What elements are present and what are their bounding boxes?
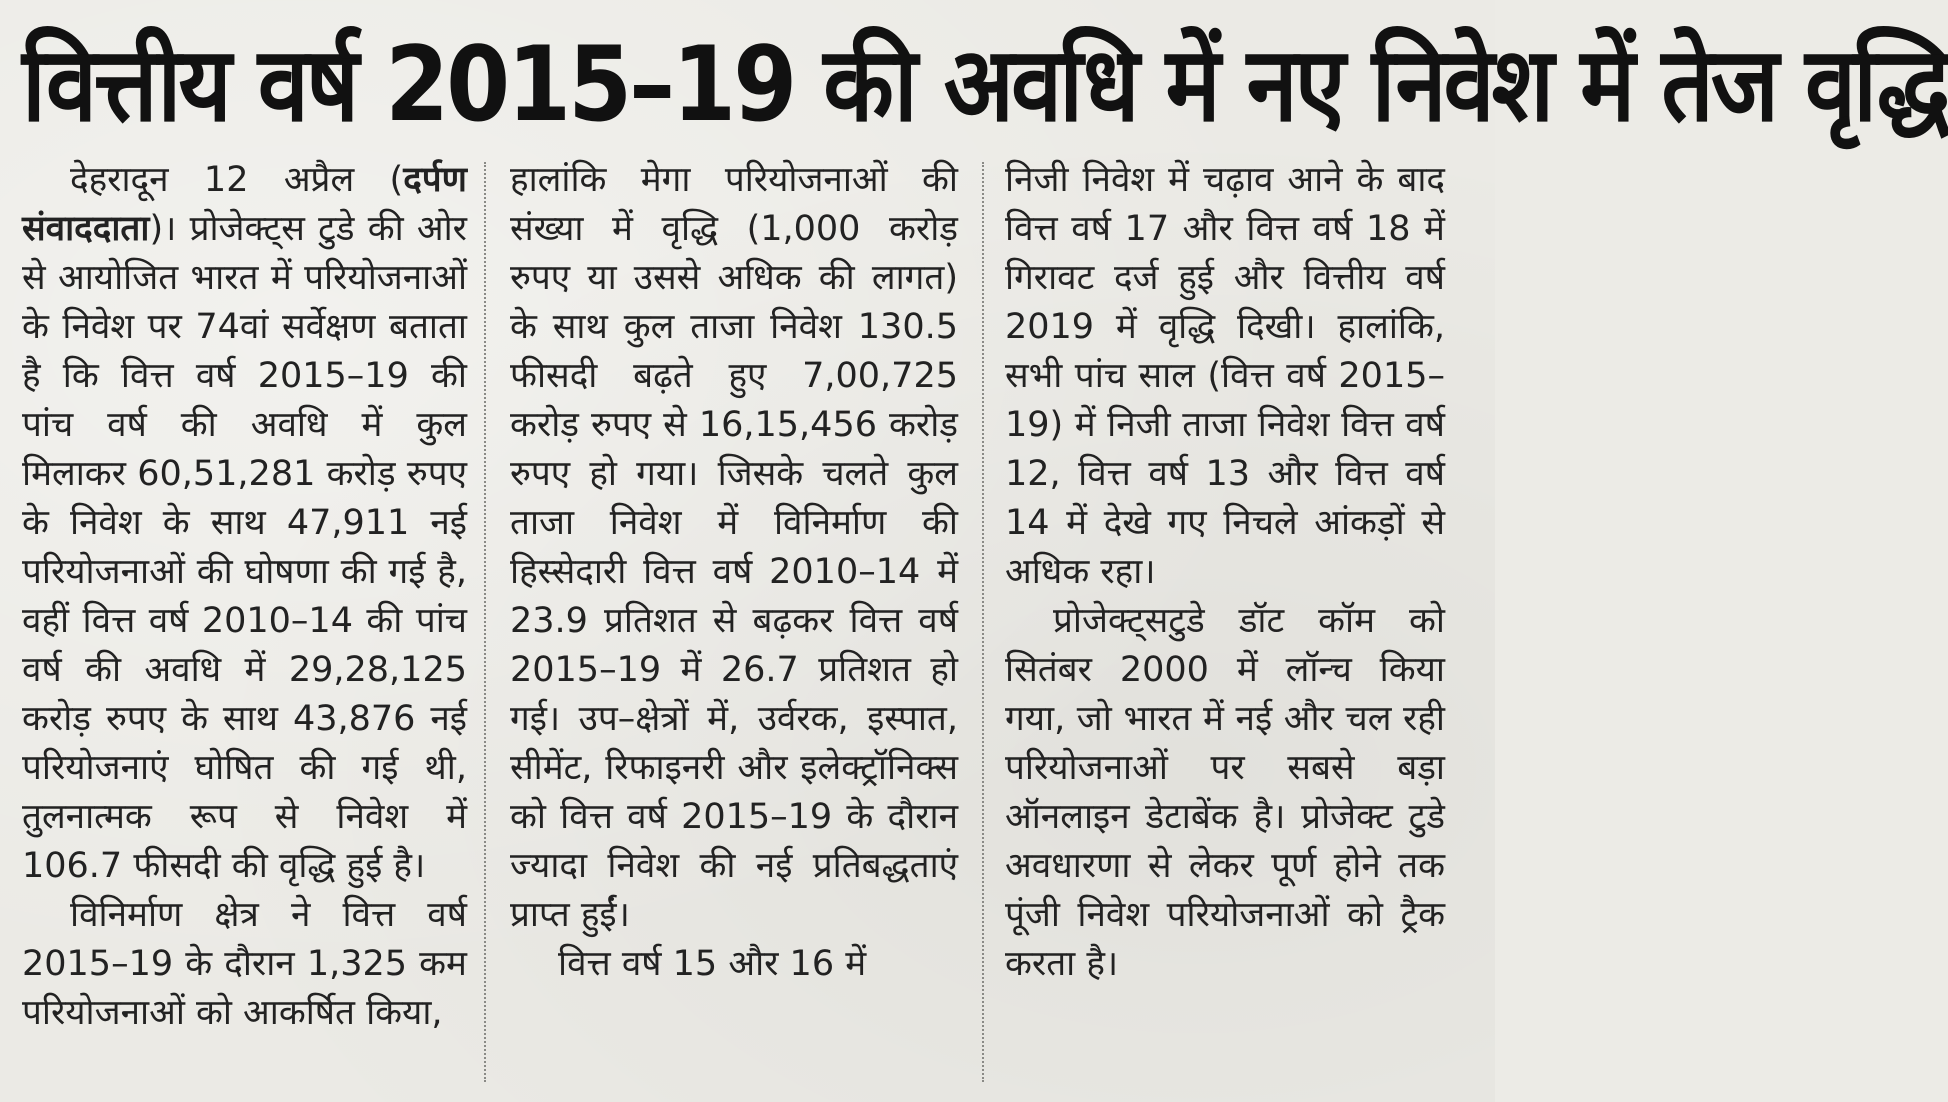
column-divider bbox=[484, 162, 486, 1082]
article-column-3 bbox=[1005, 156, 1445, 989]
paragraph: वित्त वर्ष 15 और 16 में bbox=[558, 944, 867, 984]
byline: दर्पण संवाददाता bbox=[22, 160, 467, 249]
column-divider bbox=[982, 162, 984, 1082]
paragraph: निजी निवेश में चढ़ाव आने के बाद वित्त वर्ष 17 और वित्त वर्ष 18 में गिरावट दर्ज हुई और वित्तीय वर्ष 2019 में वृद्धि दिखी। हालांकि, सभी पांच साल (वित्त वर्ष 2015–19) में निजी ताजा निवेश वित्त वर्ष 12, वित्त वर्ष 13 और वित्त वर्ष 14 में देखे गए निचले आंकड़ों से अधिक रहा। bbox=[1005, 160, 1445, 592]
paragraph-text: )। प्रोजेक्ट्स टुडे की ओर से आयोजित भारत में परियोजनाओं के निवेश पर 74वां सर्वेक्षण बताता है कि वित्त वर्ष 2015–19 की पांच वर्ष की अवधि में कुल मिलाकर 60,51,281 करोड़ रुपए के निवेश के साथ 47,911 नई परियोजनाओं की घोषणा की गई है, वहीं वित्त वर्ष 2010–14 की पांच वर्ष की अवधि में 29,28,125 करोड़ रुपए के साथ 43,876 नई परियोजनाएं घोषित की गई थी, तुलनात्मक रूप से निवेश में 106.7 फीसदी की वृद्धि हुई है। bbox=[22, 209, 467, 886]
dateline: देहरादून 12 अप्रैल ( bbox=[70, 160, 404, 200]
paragraph: हालांकि मेगा परियोजनाओं की संख्या में वृद्धि (1,000 करोड़ रुपए या उससे अधिक की लागत) के साथ कुल ताजा निवेश 130.5 फीसदी बढ़ते हुए 7,00,725 करोड़ रुपए से 16,15,456 करोड़ रुपए हो गया। जिसके चलते कुल ताजा निवेश में विनिर्माण की हिस्सेदारी वित्त वर्ष 2010–14 में 23.9 प्रतिशत से बढ़कर वित्त वर्ष 2015–19 में 26.7 प्रतिशत हो गई। उप–क्षेत्रों में, उर्वरक, इस्पात, सीमेंट, रिफाइनरी और इलेक्ट्रॉनिक्स को वित्त वर्ष 2015–19 के दौरान ज्यादा निवेश की नई प्रतिबद्धताएं प्राप्त हुईं। bbox=[510, 160, 958, 935]
headline: वित्तीय वर्ष 2015–19 की अवधि में नए निवेश में तेज वृद्धि bbox=[22, 25, 1948, 145]
article-column-2 bbox=[510, 156, 958, 989]
article-column-1 bbox=[22, 156, 467, 1038]
paragraph: विनिर्माण क्षेत्र ने वित्त वर्ष 2015–19 के दौरान 1,325 कम परियोजनाओं को आकर्षित किया, bbox=[22, 895, 467, 1033]
paragraph bbox=[22, 156, 467, 891]
paragraph: प्रोजेक्ट्सटुडे डॉट कॉम को सितंबर 2000 में लॉन्च किया गया, जो भारत में नई और चल रही परियोजनाओं पर सबसे बड़ा ऑनलाइन डेटाबेंक है। प्रोजेक्ट टुडे अवधारणा से लेकर पूर्ण होने तक पूंजी निवेश परियोजनाओं को ट्रैक करता है। bbox=[1005, 601, 1445, 984]
